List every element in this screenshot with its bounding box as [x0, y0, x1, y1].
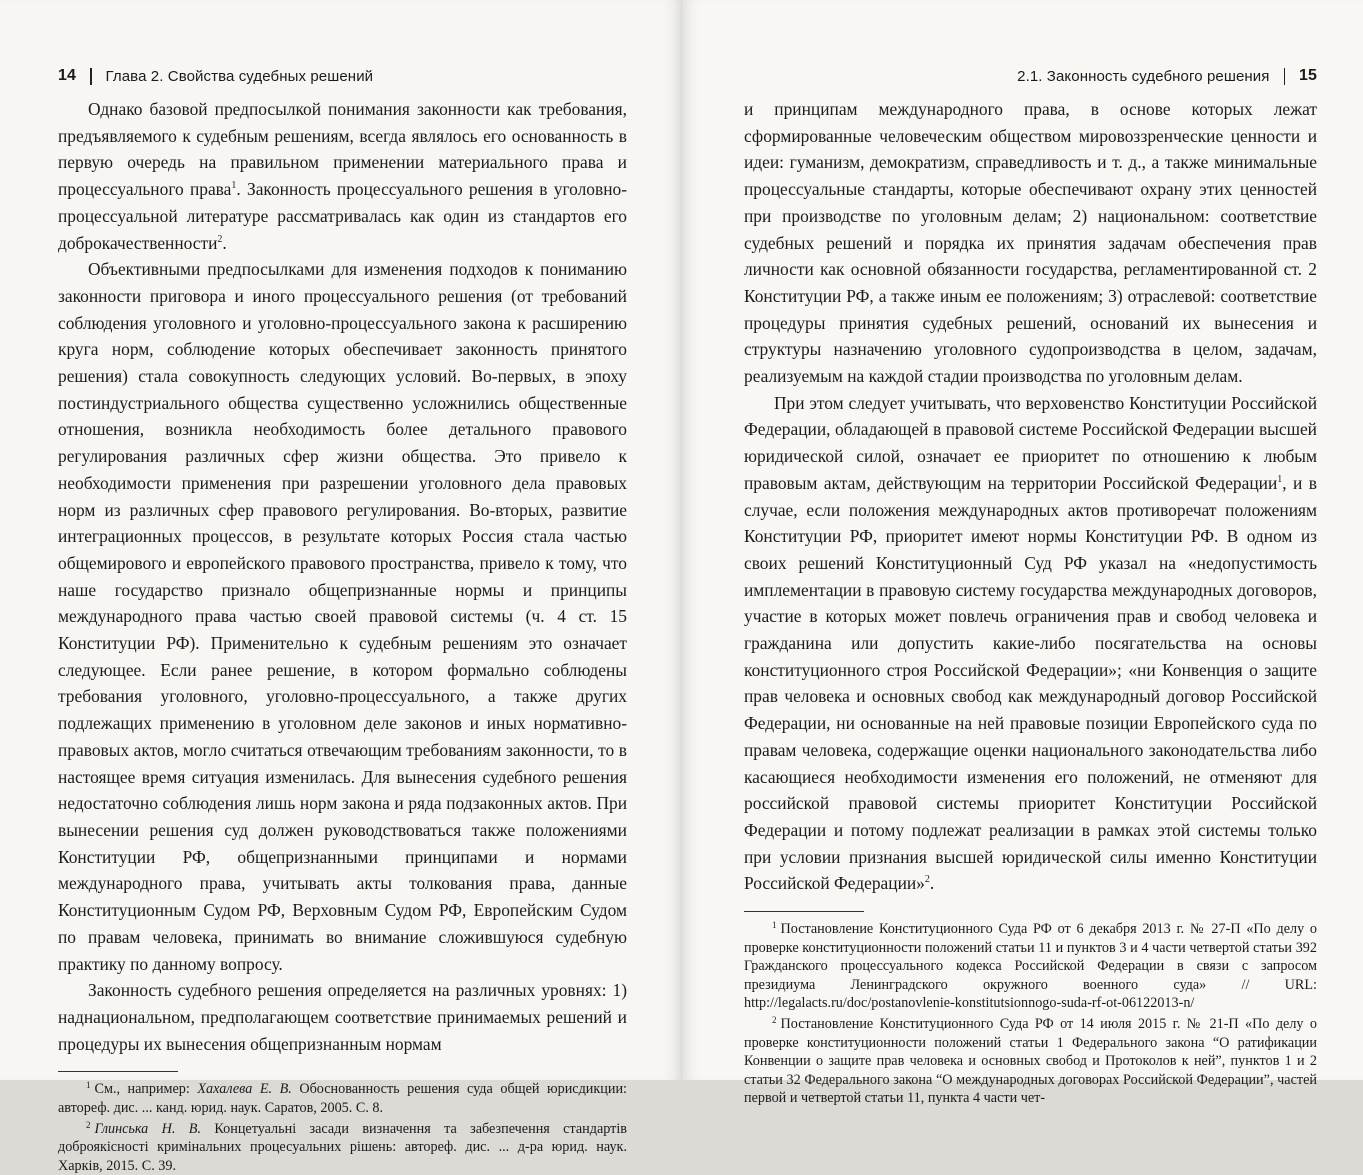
footnote-rule [58, 1071, 178, 1072]
text-run: При этом следует учитывать, что верховенство Конституции Российской Федерации, обладающей в правовой системе Российской Федерации высшей юридической силой, означает ее приоритет по отношению к любым правовым актам, действующим на территории Российской Федерации [744, 393, 1317, 493]
text-run: Постановление Конституционного Суда РФ от 6 декабря 2013 г. № 27-П «По делу о проверке конституционности положений статьи 11 и пунктов 3 и 4 части четвертой статьи 392 Гражданского процессуального кодекса Российской Федерации в связи с запросом президиума Ленинградского окружного военного суда» // URL: http://legalacts.ru/doc/postanovlenie-konstitutsionnogo-suda-rf-ot-06122013-n/ [744, 921, 1317, 1011]
left-footnotes [58, 1080, 627, 1175]
text-run: Концетуальні засади визначення та забезпечення стандартів доброякісності кримінальних процесуальних рішень: автореф. дис. ... д-ра юрид. наук. Харків, 2015. С. 39. [58, 1121, 627, 1174]
paragraph [58, 256, 627, 977]
paragraph [744, 390, 1317, 897]
right-body-text [744, 96, 1317, 897]
header-divider [1284, 68, 1286, 85]
text-run: . Законность процессуального решения в уголовно-процессуальной литературе рассматривалась как один из стандартов его доброкачественности [58, 179, 627, 252]
text-run: . [222, 233, 226, 253]
footnote [744, 920, 1317, 1013]
footnote-rule [744, 911, 864, 912]
footnote [744, 1015, 1317, 1108]
right-page-header [744, 66, 1317, 86]
running-title: 2.1. Законность судебного решения [1017, 68, 1269, 85]
footnote-mark: 2 [772, 1015, 777, 1025]
text-run: , и в случае, если положения международных актов противоречат положениям Конституции РФ, приоритет имеют нормы Конституции РФ. В одном из своих решений Конституционный Суд РФ указал на «недопустимость имплементации в правовую систему государства международных договоров, участие в которых может повлечь ограничения прав и свобод человека и гражданина или допустить какие-либо посягательства на основы конституционного строя Российской Федерации»; «ни Конвенция о защите прав человека и основных свобод как международный договор Российской Федерации, ни основанные на ней правовые позиции Европейского суда по правам человека, содержащие оценки национального законодательства либо касающиеся необходимости изменения его положений, не отменяют для российской правовой системы приоритет Конституции Российской Федерации и потому подлежат реализации в рамках этой системы только при условии признания высшей юридической силы именно Конституции Российской Федерации» [744, 473, 1317, 894]
author-name: Глинська Н. В. [95, 1121, 202, 1137]
paragraph [58, 96, 627, 256]
footnote-mark: 2 [86, 1120, 91, 1130]
paragraph [744, 96, 1317, 390]
running-title: Глава 2. Свойства судебных решений [106, 68, 374, 85]
left-page-header [58, 66, 627, 86]
footnote [58, 1120, 627, 1175]
author-name: Хахалева Е. В. [197, 1081, 291, 1097]
text-run: Законность судебного решения определяется на различных уровнях: 1) наднациональном, предполагающем соответствие принимаемых решений и процедуры их вынесения общепризнанным нормам [58, 980, 627, 1053]
text-run: Обоснованность решения суда общей юрисдикции: автореф. дис. ... канд. юрид. наук. Саратов, 2005. С. 8. [58, 1081, 627, 1116]
paragraph [58, 977, 627, 1057]
footnote-ref: 1 [231, 180, 236, 191]
left-body-text [58, 96, 627, 1057]
footnote-mark: 1 [772, 920, 777, 930]
footnote [58, 1080, 627, 1117]
footnote-ref: 2 [925, 874, 930, 885]
text-run: Объективными предпосылками для изменения подходов к пониманию законности приговора и иного процессуального решения (от требований соблюдения уголовного и уголовно-процессуального закона к расширению круга норм, соблюдение которых обеспечивает законность принятого решения) стала совокупность следующих условий. Во-первых, в эпоху постиндустриального общества существенно усложнились общественные отношения, возникла необходимость более детального правового регулирования различных сфер жизни общества. Это привело к необходимости применения при разрешении уголовного дела правовых норм из различных сфер правового регулирования. Во-вторых, развитие интеграционных процессов, в результате которых Россия стала частью общемирового и европейского правового пространства, привело к тому, что наше государство признало общепризнанные нормы и принципы международного права частью своей правовой системы (ч. 4 ст. 15 Конституции РФ). Применительно к судебным решениям это означает следующее. Если ранее решение, в котором формально соблюдены требования уголовного, уголовно-процессуального, а также других подлежащих применению в уголовном деле законов и иных нормативно-правовых актов, могло считаться отвечающим требованиям законности, то в настоящее время ситуация изменилась. Для вынесения судебного решения недостаточно соблюдения лишь норм закона и ряда подзаконных актов. При вынесении решения суд должен руководствоваться также положениями Конституции РФ, общепризнанными принципами и нормами международного права, учитывать акты толкования права, данные Конституционным Судом РФ, Верховным Судом РФ, Европейским Судом по правам человека, принимать во внимание сложившуюся судебную практику по данному вопросу. [58, 259, 627, 973]
text-run: Постановление Конституционного Суда РФ от 14 июля 2015 г. № 21-П «По делу о проверке конституционности положений статьи 1 Федерального закона “О ратификации Конвенции о защите прав человека и основных свобод и Протоколов к ней”, пунктов 1 и 2 статьи 32 Федерального закона “О международных договорах Российской Федерации”, частей первой и четвертой статьи 11, пункта 4 части чет- [744, 1016, 1317, 1106]
left-page [0, 0, 681, 1080]
footnote-ref: 2 [217, 234, 222, 245]
text-run: и принципам международного права, в основе которых лежат сформированные человеческим обществом мировоззренческие ценности и идеи: гуманизм, демократизм, справедливость и т. д., а также минимальные процессуальные стандарты, которые обеспечивают охрану этих ценностей при производстве по уголовным делам; 2) национальном: соответствие судебных решений и порядка их принятия задачам обеспечения прав личности как основной обязанности государства, регламентированной ст. 2 Конституции РФ, а также иным ее положениям; 3) отраслевой: соответствие процедуры принятия судебных решений, оснований их вынесения и структуры назначению уголовного судопроизводства в целом, задачам, реализуемым на каждой стадии производства по уголовным делам. [744, 99, 1317, 386]
page-number: 15 [1299, 67, 1317, 85]
footnote-mark: 1 [86, 1080, 91, 1090]
right-page [682, 0, 1363, 1080]
text-run: Однако базовой предпосылкой понимания законности как требования, предъявляемого к судебным решениям, всегда являлось его основанность в первую очередь на правильном применении материального права и процессуального права [58, 99, 627, 199]
header-divider [90, 68, 92, 85]
text-run: . [930, 873, 934, 893]
footnote-ref: 1 [1277, 474, 1282, 485]
page-number: 14 [58, 67, 76, 85]
text-run: См., например: [95, 1081, 198, 1097]
